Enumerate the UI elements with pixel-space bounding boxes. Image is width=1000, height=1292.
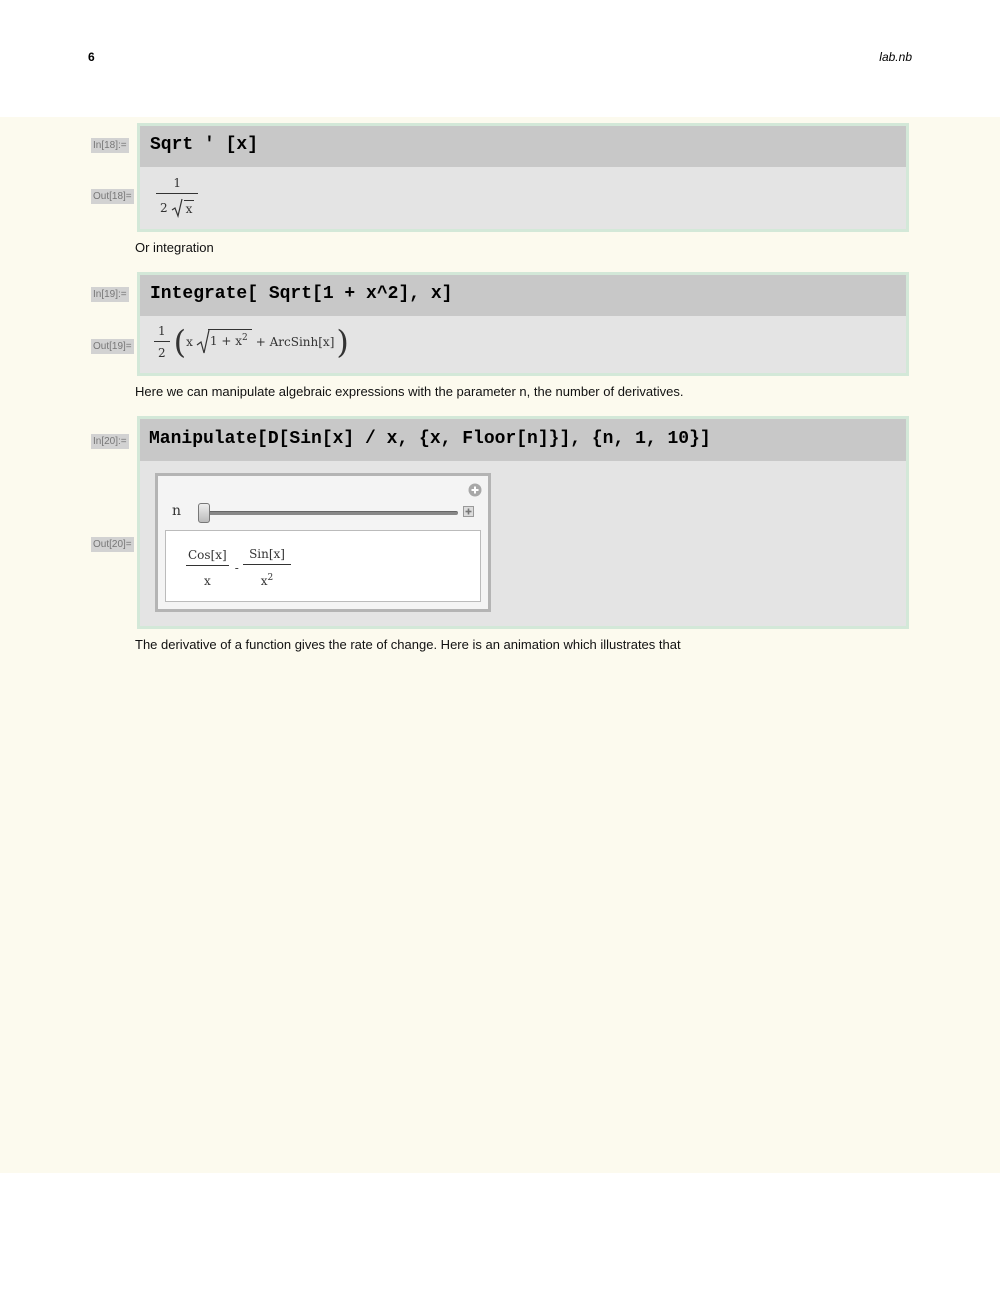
half-fraction: [154, 324, 170, 360]
notebook-filename: lab.nb: [879, 50, 912, 64]
output-cell-19: [154, 324, 349, 360]
input-cell-19[interactable]: [140, 275, 906, 316]
cell-group-18[interactable]: [137, 123, 909, 232]
text-derivative-description: The derivative of a function gives the rate of change. Here is an animation which illustrates that: [135, 637, 681, 652]
sin-denominator-base: x: [260, 574, 268, 588]
input-cell-18[interactable]: [140, 126, 906, 167]
manipulate-panel: [155, 473, 491, 612]
cos-numerator: Cos[x]: [188, 547, 227, 562]
slider-thumb[interactable]: [198, 503, 210, 523]
denominator: 2: [154, 341, 170, 360]
sin-denominator: [243, 564, 292, 588]
text-manipulate-description: Here we can manipulate algebraic expressions with the parameter n, the number of derivatives.: [135, 384, 684, 399]
slider-track: [198, 511, 458, 515]
input-code-20[interactable]: Manipulate[D[Sin[x] / x, {x, Floor[n]}], {n, 1, 10}]: [149, 429, 711, 449]
radicand: x: [185, 202, 193, 216]
output-cell-18: [156, 176, 198, 218]
plus-square-icon[interactable]: [463, 506, 474, 517]
open-paren: (: [173, 323, 187, 361]
out-label-18: Out[18]=: [93, 191, 132, 202]
radical-icon: [171, 198, 183, 218]
sin-fraction: [243, 547, 292, 588]
numerator: 1: [158, 324, 166, 338]
slider-variable: n: [172, 503, 182, 519]
input-code-19[interactable]: Integrate[ Sqrt[1 + x^2], x]: [150, 284, 453, 304]
denominator: [156, 193, 198, 218]
plus-circle-icon[interactable]: [468, 483, 482, 497]
arcsinh-term: + ArcSinh[x]: [255, 335, 335, 349]
x-term: x: [186, 335, 193, 349]
output-fraction: [156, 176, 198, 218]
sin-numerator: Sin[x]: [249, 547, 285, 561]
numerator: 1: [173, 176, 182, 190]
coefficient: 2: [160, 201, 168, 215]
input-cell-20[interactable]: [140, 419, 906, 461]
page-number: 6: [88, 50, 95, 64]
out-label-20: Out[20]=: [93, 539, 132, 550]
in-label-18: In[18]:=: [93, 140, 127, 151]
cell-group-20[interactable]: [137, 416, 909, 629]
cell-group-19[interactable]: [137, 272, 909, 376]
manipulate-output: [165, 530, 481, 602]
radicand: [208, 329, 252, 348]
sin-denominator-exponent: 2: [267, 573, 274, 583]
out-label-19: Out[19]=: [93, 341, 132, 352]
minus-sign: -: [234, 560, 239, 575]
cos-denominator: x: [186, 565, 229, 588]
text-or-integration: Or integration: [135, 240, 214, 255]
radicand-base: 1 + x: [209, 333, 242, 348]
input-code-18[interactable]: Sqrt ' [x]: [150, 135, 259, 155]
radicand-exponent: 2: [242, 332, 248, 343]
cos-fraction: [184, 548, 231, 588]
slider[interactable]: [198, 503, 458, 523]
in-label-20: In[20]:=: [93, 436, 127, 447]
close-paren: ): [336, 323, 349, 361]
in-label-19: In[19]:=: [93, 289, 127, 300]
